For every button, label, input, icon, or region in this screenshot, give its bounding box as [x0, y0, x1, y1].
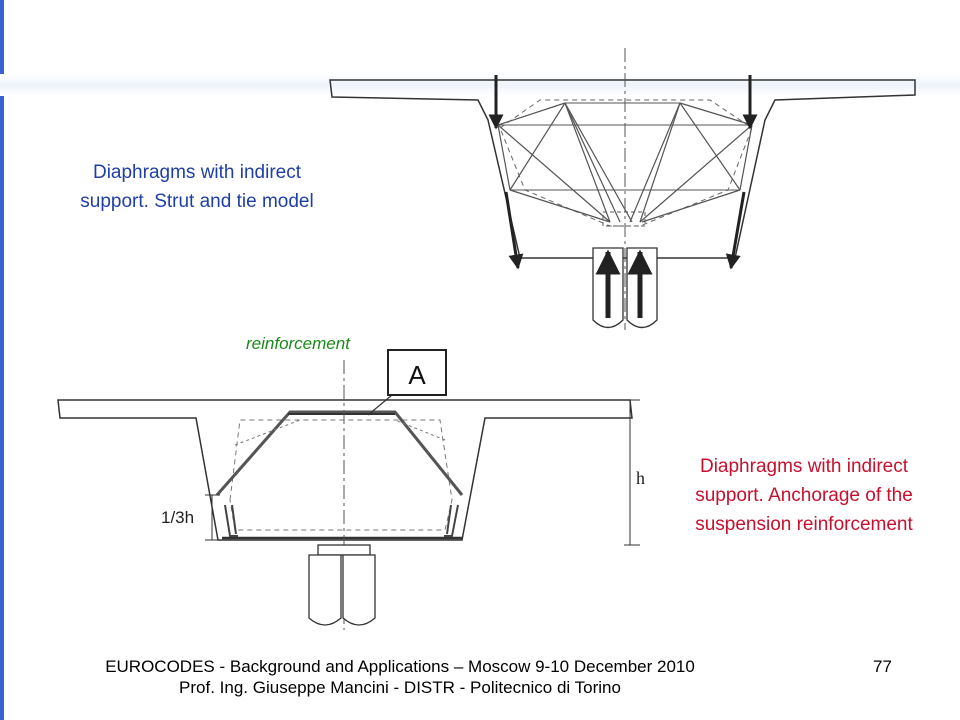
bottom-girder-outline — [58, 400, 632, 540]
top-dashed-polygon — [500, 100, 752, 226]
reinforcement-label: reinforcement — [246, 334, 350, 353]
bottom-support-columns — [309, 545, 375, 625]
caption-anchorage — [676, 452, 932, 539]
top-girder-outline — [330, 80, 915, 258]
strut-tie-diagram — [330, 48, 915, 330]
caption-strut-tie — [66, 158, 328, 216]
slide-footer — [60, 656, 740, 698]
detail-a-label: A — [408, 360, 426, 390]
reaction-arrow-left-down — [506, 192, 518, 268]
diaphragm-outline — [217, 412, 462, 495]
bottom-inner-cell — [230, 420, 452, 530]
third-height-dimension — [205, 495, 220, 540]
page-number: 77 — [873, 657, 892, 676]
height-label: h — [636, 468, 645, 488]
caption-strut-tie-line2: support. Strut and tie model — [80, 191, 314, 212]
reaction-arrow-right-down — [731, 192, 744, 268]
suspension-bars — [225, 505, 458, 536]
caption-anchorage-line1: Diaphragms with indirect — [699, 456, 909, 477]
caption-strut-tie-line1: Diaphragms with indirect — [92, 162, 302, 183]
caption-anchorage-line3: suspension reinforcement — [695, 514, 913, 535]
footer-author: Prof. Ing. Giuseppe Mancini - DISTR - Politecnico di Torino — [179, 678, 621, 697]
caption-anchorage-line2: support. Anchorage of the — [695, 485, 913, 506]
third-height-label: 1/3h — [161, 508, 195, 527]
footer-event: EUROCODES - Background and Applications – Moscow 9-10 December 2010 — [105, 657, 695, 676]
anchorage-diagram — [58, 350, 645, 630]
